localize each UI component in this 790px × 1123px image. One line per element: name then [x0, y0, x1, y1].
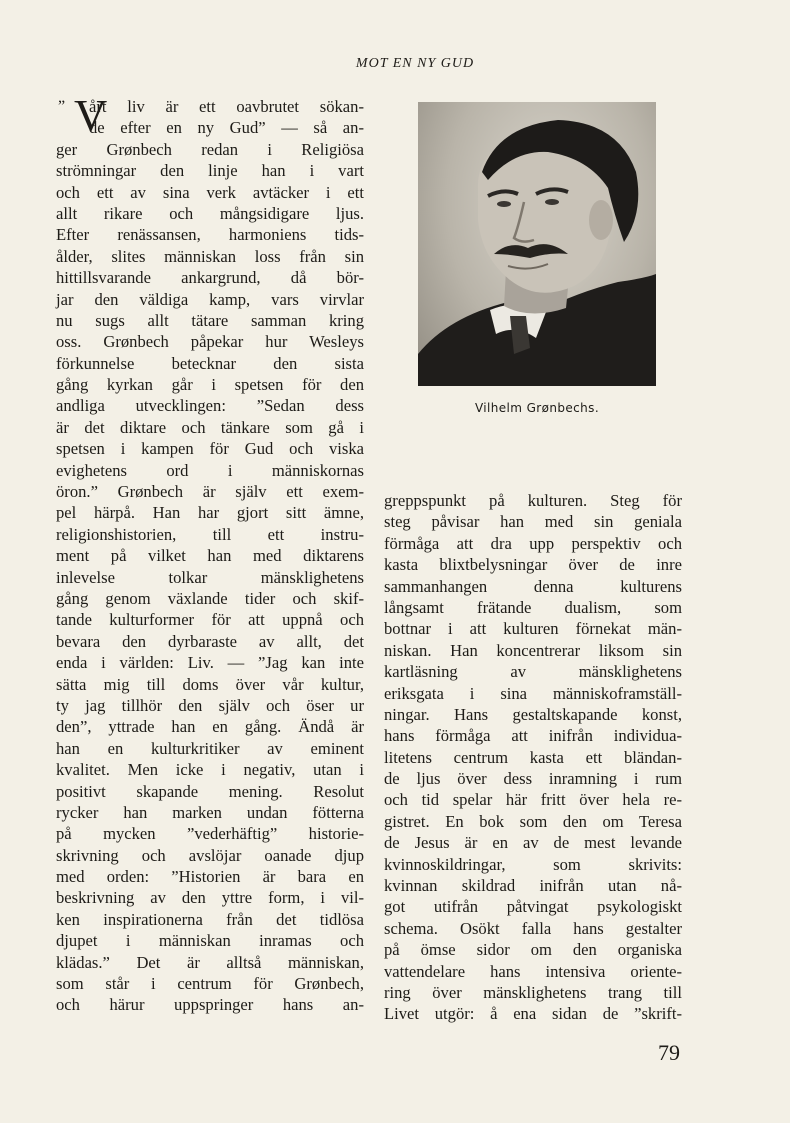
- text-line: litetens centrum kasta ett bländan-: [384, 747, 682, 767]
- text-line: enda i världen: Liv. — ”Jag kan inte: [56, 653, 364, 673]
- text-line: förmåga att dra upp perspektiv och: [384, 533, 682, 553]
- text-line: spetsen i kampen för Gud och viska: [56, 439, 364, 459]
- text-line: vattendelare hans intensiva oriente-: [384, 961, 682, 981]
- text-line: positivt skapande mening. Resolut: [56, 781, 364, 801]
- running-head: MOT EN NY GUD: [355, 56, 475, 71]
- text-line: hans förmåga att inifrån individua-: [384, 726, 682, 746]
- text-line: på ömse sidor om den organiska: [384, 940, 682, 960]
- text-line: ningar. Hans gestaltskapande konst,: [384, 704, 682, 724]
- text-line: han en kulturkritiker av eminent: [56, 738, 364, 758]
- text-line: kvalitet. Men icke i negativ, utan i: [56, 760, 364, 780]
- text-line: oss. Grønbech påpekar hur Wesleys: [56, 332, 364, 352]
- text-line: öron.” Grønbech är själv ett exem-: [56, 482, 364, 502]
- text-line: religionshistorien, till ett instru-: [56, 524, 364, 544]
- text-line: är det diktare och tänkare som gå i: [56, 417, 364, 437]
- dropcap-quote: ”: [58, 98, 66, 115]
- text-line: Efter renässansen, harmoniens tids-: [56, 225, 364, 245]
- right-column: [384, 490, 682, 1025]
- text-line: årt liv är ett oavbrutet sökan-: [89, 97, 364, 116]
- text-line: gång genom växlande tider och skif-: [56, 588, 364, 608]
- text-line: allt rikare och mångsidigare ljus.: [56, 203, 364, 223]
- text-line: ring över mänsklighetens trang till: [384, 982, 682, 1002]
- text-line: jar den väldiga kamp, vars virvlar: [56, 289, 364, 309]
- text-line: bevara den dyrbaraste av allt, det: [56, 631, 364, 651]
- text-line: ken inspirationerna från det tidlösa: [56, 909, 364, 929]
- text-line: förkunnelse betecknar den sista: [56, 353, 364, 373]
- text-line: skrivning och avslöjar oanade djup: [56, 845, 364, 865]
- text-line: de Jesus är en av de mest levande: [384, 833, 682, 853]
- text-line: got utifrån påtvingat psykologiskt: [384, 897, 682, 917]
- text-line: Livet utgör: å ena sidan de ”skrift-: [384, 1004, 682, 1024]
- text-line: niskan. Han koncentrerar liksom sin: [384, 640, 682, 660]
- portrait-illustration: [418, 102, 656, 386]
- text-line: pel härpå. Han har gjort sitt ämne,: [56, 503, 364, 523]
- text-line: kvinnan skildrad inifrån utan nå-: [384, 876, 682, 896]
- text-line: tande kulturformer för att uppnå och: [56, 610, 364, 630]
- page-number: 79: [658, 1040, 680, 1065]
- text-line: bottnar i att kulturen förnekat män-: [384, 619, 682, 639]
- text-line: sätta mig till doms över vår kultur,: [56, 674, 364, 694]
- text-line: strömningar den linje han i vart: [56, 161, 364, 181]
- text-line: ment på vilket han med diktarens: [56, 546, 364, 566]
- text-line: och härur uppspringer hans an-: [56, 995, 364, 1015]
- text-line: de ljus över dess inramning i rum: [384, 769, 682, 789]
- text-line: gistret. En bok som den om Teresa: [384, 811, 682, 831]
- text-line: eriksgata i sina människoframställ-: [384, 683, 682, 703]
- text-line: och tid spelar här fritt över hela re-: [384, 790, 682, 810]
- text-line: på mycken ”vederhäftig” historie-: [56, 824, 364, 844]
- text-line: kvinnoskildringar, som skrivits:: [384, 854, 682, 874]
- text-line: den”, yttrade han en gång. Ändå är: [56, 717, 364, 737]
- text-line: ger Grønbech redan i Religiösa: [56, 139, 364, 159]
- text-line: beskrivning av den yttre form, i vil-: [56, 888, 364, 908]
- dropcap-letter: V: [74, 90, 108, 141]
- text-line: evighetens ord i människornas: [56, 460, 364, 480]
- text-line: rycker han marken undan fötterna: [56, 802, 364, 822]
- text-line: nu sugs allt tätare samman kring: [56, 310, 364, 330]
- text-line: andliga utvecklingen: ”Sedan dess: [56, 396, 364, 416]
- text-line: steg påvisar han med sin geniala: [384, 512, 682, 532]
- text-line: ålder, slites människan loss från sin: [56, 246, 364, 266]
- text-line: ty jag tillhör den själv och öser ur: [56, 695, 364, 715]
- portrait-photo: [418, 102, 656, 386]
- text-line: gång kyrkan går i spetsen för den: [56, 375, 364, 395]
- text-line: de efter en ny Gud” — så an-: [89, 118, 364, 138]
- text-line: hittillsvarande ankargrund, då bör-: [56, 268, 364, 288]
- photo-caption: Vilhelm Grønbechs.: [474, 401, 600, 415]
- text-line: och ett av sina verk avtäcker i ett: [56, 182, 364, 202]
- text-line: kasta blixtbelysningar över de inre: [384, 555, 682, 575]
- text-line: djupet i människan inramas och: [56, 931, 364, 951]
- text-line: sammanhangen denna kulturens: [384, 576, 682, 596]
- text-line: som står i centrum för Grønbech,: [56, 974, 364, 994]
- left-column: [56, 90, 364, 1016]
- text-line: schema. Osökt falla hans gestalter: [384, 918, 682, 938]
- text-line: inlevelse tolkar mänsklighetens: [56, 567, 364, 587]
- text-line: långsamt frätande dualism, som: [384, 597, 682, 617]
- text-line: klädas.” Det är alltså människan,: [56, 952, 364, 972]
- text-line: kartläsning av mänsklighetens: [384, 662, 682, 682]
- text-line: greppspunkt på kulturen. Steg för: [384, 491, 682, 510]
- text-line: med orden: ”Historien är bara en: [56, 867, 364, 887]
